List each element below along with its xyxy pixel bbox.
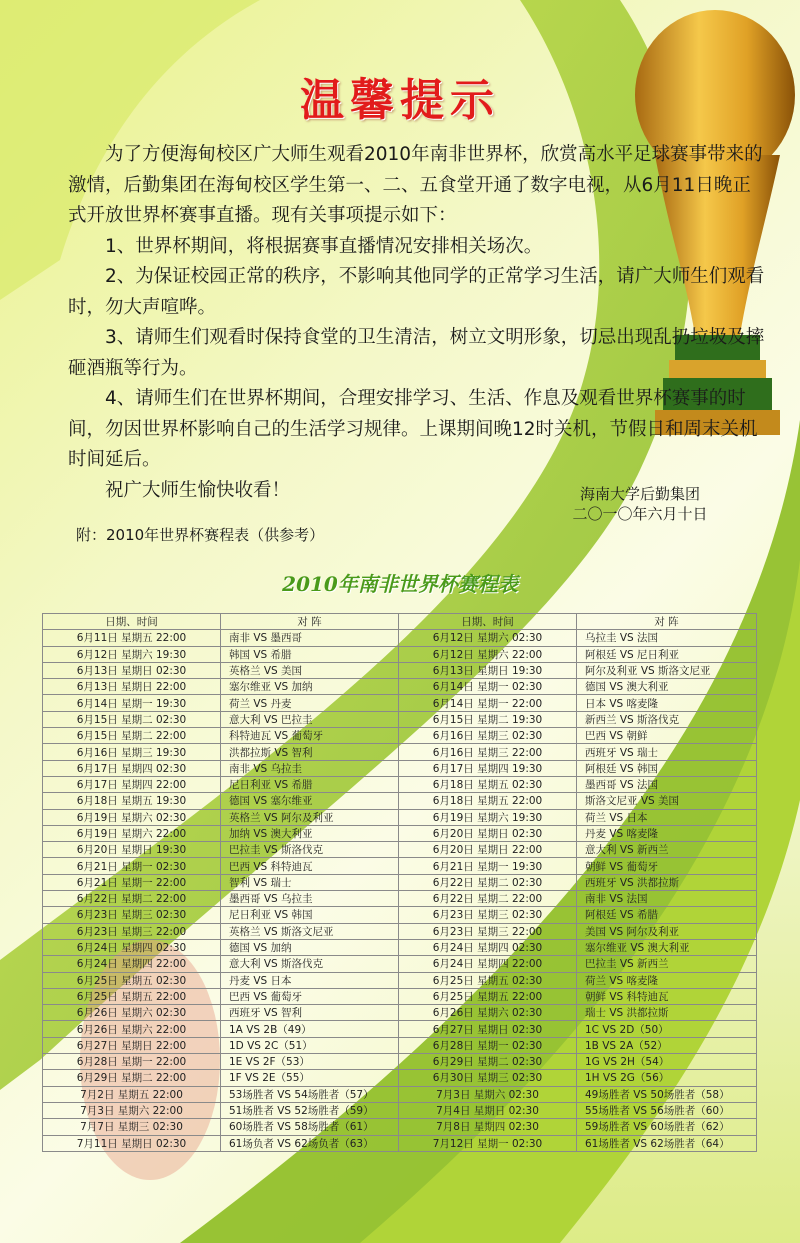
match-datetime: 6月19日 星期六 19:30 bbox=[399, 809, 577, 825]
table-row bbox=[43, 760, 757, 776]
match-teams: 朝鲜 VS 葡萄牙 bbox=[577, 858, 757, 874]
match-teams: 科特迪瓦 VS 葡萄牙 bbox=[221, 728, 399, 744]
match-datetime: 6月20日 星期日 02:30 bbox=[399, 825, 577, 841]
match-teams: 荷兰 VS 喀麦隆 bbox=[577, 972, 757, 988]
match-datetime: 6月28日 星期一 22:00 bbox=[43, 1054, 221, 1070]
match-teams: 墨西哥 VS 法国 bbox=[577, 776, 757, 792]
match-datetime: 6月18日 星期五 02:30 bbox=[399, 776, 577, 792]
match-datetime: 6月14日 星期一 19:30 bbox=[43, 695, 221, 711]
match-datetime: 6月21日 星期一 22:00 bbox=[43, 874, 221, 890]
match-datetime: 6月23日 星期三 02:30 bbox=[399, 907, 577, 923]
match-teams: 51场胜者 VS 52场胜者（59） bbox=[221, 1102, 399, 1118]
match-datetime: 6月28日 星期一 02:30 bbox=[399, 1037, 577, 1053]
table-row bbox=[43, 874, 757, 890]
match-teams: 南非 VS 法国 bbox=[577, 891, 757, 907]
match-teams: 西班牙 VS 瑞士 bbox=[577, 744, 757, 760]
match-datetime: 7月3日 星期六 22:00 bbox=[43, 1102, 221, 1118]
match-teams: 英格兰 VS 阿尔及利亚 bbox=[221, 809, 399, 825]
table-row bbox=[43, 809, 757, 825]
schedule-title: 2010年南非世界杯赛程表 bbox=[282, 572, 518, 596]
match-teams: 南非 VS 墨西哥 bbox=[221, 630, 399, 646]
match-datetime: 6月26日 星期六 02:30 bbox=[43, 1005, 221, 1021]
match-teams: 智利 VS 瑞士 bbox=[221, 874, 399, 890]
table-row bbox=[43, 1135, 757, 1151]
match-teams: 塞尔维亚 VS 加纳 bbox=[221, 679, 399, 695]
table-row bbox=[43, 858, 757, 874]
match-datetime: 7月2日 星期五 22:00 bbox=[43, 1086, 221, 1102]
match-teams: 德国 VS 澳大利亚 bbox=[577, 679, 757, 695]
match-teams: 韩国 VS 希腊 bbox=[221, 646, 399, 662]
header-match: 对 阵 bbox=[577, 614, 757, 630]
match-datetime: 6月13日 星期日 19:30 bbox=[399, 662, 577, 678]
table-row bbox=[43, 923, 757, 939]
match-teams: 巴西 VS 朝鲜 bbox=[577, 728, 757, 744]
notice-item: 4、请师生们在世界杯期间，合理安排学习、生活、作息及观看世界杯赛事的时间，勿因世界杯影响自己的生活学习规律。上课期间晚12时关机，节假日和周末关机时间延后。 bbox=[68, 388, 758, 470]
match-teams: 巴西 VS 葡萄牙 bbox=[221, 988, 399, 1004]
match-datetime: 6月17日 星期四 22:00 bbox=[43, 776, 221, 792]
match-datetime: 6月22日 星期二 02:30 bbox=[399, 874, 577, 890]
match-teams: 1E VS 2F（53） bbox=[221, 1054, 399, 1070]
match-datetime: 6月17日 星期四 02:30 bbox=[43, 760, 221, 776]
match-teams: 1H VS 2G（56） bbox=[577, 1070, 757, 1086]
table-row bbox=[43, 1005, 757, 1021]
notice-closing: 祝广大师生愉快收看！ bbox=[105, 479, 291, 501]
match-teams: 荷兰 VS 日本 bbox=[577, 809, 757, 825]
match-teams: 55场胜者 VS 56场胜者（60） bbox=[577, 1102, 757, 1118]
table-row bbox=[43, 956, 757, 972]
match-teams: 英格兰 VS 斯洛文尼亚 bbox=[221, 923, 399, 939]
match-datetime: 6月12日 星期六 22:00 bbox=[399, 646, 577, 662]
match-teams: 德国 VS 加纳 bbox=[221, 939, 399, 955]
match-teams: 1A VS 2B（49） bbox=[221, 1021, 399, 1037]
table-row bbox=[43, 1021, 757, 1037]
match-teams: 瑞士 VS 洪都拉斯 bbox=[577, 1005, 757, 1021]
signature-date: 二〇一〇年六月十日 bbox=[572, 505, 708, 523]
table-row bbox=[43, 842, 757, 858]
header-match: 对 阵 bbox=[221, 614, 399, 630]
match-teams: 尼日利亚 VS 希腊 bbox=[221, 776, 399, 792]
table-row bbox=[43, 988, 757, 1004]
match-teams: 朝鲜 VS 科特迪瓦 bbox=[577, 988, 757, 1004]
table-row bbox=[43, 662, 757, 678]
match-datetime: 6月15日 星期二 22:00 bbox=[43, 728, 221, 744]
match-teams: 德国 VS 塞尔维亚 bbox=[221, 793, 399, 809]
match-datetime: 6月16日 星期三 19:30 bbox=[43, 744, 221, 760]
match-datetime: 6月19日 星期六 22:00 bbox=[43, 825, 221, 841]
match-datetime: 6月29日 星期二 02:30 bbox=[399, 1054, 577, 1070]
match-datetime: 6月27日 星期日 02:30 bbox=[399, 1021, 577, 1037]
table-row bbox=[43, 1102, 757, 1118]
match-teams: 洪都拉斯 VS 智利 bbox=[221, 744, 399, 760]
table-row bbox=[43, 711, 757, 727]
match-datetime: 6月25日 星期五 22:00 bbox=[43, 988, 221, 1004]
match-teams: 阿根廷 VS 希腊 bbox=[577, 907, 757, 923]
notice-intro: 为了方便海甸校区广大师生观看2010年南非世界杯，欣赏高水平足球赛事带来的激情，后勤集团在海甸校区学生第一、二、五食堂开通了数字电视，从6月11日晚正式开放世界杯赛事直播。现有关事项提示如下： bbox=[68, 144, 763, 226]
match-datetime: 6月30日 星期三 02:30 bbox=[399, 1070, 577, 1086]
schedule-header-row bbox=[43, 614, 757, 630]
match-datetime: 6月17日 星期四 19:30 bbox=[399, 760, 577, 776]
match-datetime: 6月29日 星期二 22:00 bbox=[43, 1070, 221, 1086]
match-teams: 阿根廷 VS 韩国 bbox=[577, 760, 757, 776]
match-datetime: 6月24日 星期四 22:00 bbox=[399, 956, 577, 972]
table-row bbox=[43, 646, 757, 662]
match-teams: 丹麦 VS 日本 bbox=[221, 972, 399, 988]
match-datetime: 6月20日 星期日 22:00 bbox=[399, 842, 577, 858]
table-row bbox=[43, 630, 757, 646]
match-teams: 意大利 VS 巴拉圭 bbox=[221, 711, 399, 727]
table-row bbox=[43, 1086, 757, 1102]
match-teams: 意大利 VS 斯洛伐克 bbox=[221, 956, 399, 972]
match-datetime: 6月20日 星期日 19:30 bbox=[43, 842, 221, 858]
match-teams: 日本 VS 喀麦隆 bbox=[577, 695, 757, 711]
match-teams: 1F VS 2E（55） bbox=[221, 1070, 399, 1086]
match-teams: 60场胜者 VS 58场胜者（61） bbox=[221, 1119, 399, 1135]
table-row bbox=[43, 891, 757, 907]
match-datetime: 6月12日 星期六 02:30 bbox=[399, 630, 577, 646]
table-row bbox=[43, 1054, 757, 1070]
table-row bbox=[43, 825, 757, 841]
page-title: 温馨提示 bbox=[300, 75, 500, 126]
notice-item: 3、请师生们观看时保持食堂的卫生清洁，树立文明形象，切忌出现乱扔垃圾及摔砸酒瓶等行为。 bbox=[68, 327, 765, 379]
notice-item: 1、世界杯期间，将根据赛事直播情况安排相关场次。 bbox=[105, 235, 543, 257]
match-teams: 尼日利亚 VS 韩国 bbox=[221, 907, 399, 923]
match-datetime: 6月15日 星期二 19:30 bbox=[399, 711, 577, 727]
match-datetime: 6月16日 星期三 22:00 bbox=[399, 744, 577, 760]
table-row bbox=[43, 907, 757, 923]
table-row bbox=[43, 695, 757, 711]
match-teams: 荷兰 VS 丹麦 bbox=[221, 695, 399, 711]
match-teams: 塞尔维亚 VS 澳大利亚 bbox=[577, 939, 757, 955]
match-datetime: 6月12日 星期六 19:30 bbox=[43, 646, 221, 662]
match-teams: 49场胜者 VS 50场胜者（58） bbox=[577, 1086, 757, 1102]
schedule-table bbox=[42, 613, 757, 1152]
match-datetime: 7月7日 星期三 02:30 bbox=[43, 1119, 221, 1135]
match-datetime: 6月19日 星期六 02:30 bbox=[43, 809, 221, 825]
table-row bbox=[43, 1037, 757, 1053]
match-datetime: 6月27日 星期日 22:00 bbox=[43, 1037, 221, 1053]
match-datetime: 6月11日 星期五 22:00 bbox=[43, 630, 221, 646]
match-datetime: 6月25日 星期五 02:30 bbox=[399, 972, 577, 988]
match-teams: 英格兰 VS 美国 bbox=[221, 662, 399, 678]
match-datetime: 6月21日 星期一 19:30 bbox=[399, 858, 577, 874]
match-teams: 西班牙 VS 智利 bbox=[221, 1005, 399, 1021]
table-row bbox=[43, 744, 757, 760]
match-teams: 巴拉圭 VS 斯洛伐克 bbox=[221, 842, 399, 858]
match-teams: 加纳 VS 澳大利亚 bbox=[221, 825, 399, 841]
match-datetime: 6月14日 星期一 02:30 bbox=[399, 679, 577, 695]
signature-org: 海南大学后勤集团 bbox=[579, 485, 700, 503]
match-datetime: 6月25日 星期五 22:00 bbox=[399, 988, 577, 1004]
match-teams: 巴西 VS 科特迪瓦 bbox=[221, 858, 399, 874]
match-teams: 南非 VS 乌拉圭 bbox=[221, 760, 399, 776]
match-teams: 1B VS 2A（52） bbox=[577, 1037, 757, 1053]
match-datetime: 6月23日 星期三 22:00 bbox=[43, 923, 221, 939]
match-teams: 美国 VS 阿尔及利亚 bbox=[577, 923, 757, 939]
schedule-rows bbox=[43, 630, 757, 1152]
match-datetime: 6月22日 星期二 22:00 bbox=[43, 891, 221, 907]
match-datetime: 6月22日 星期二 22:00 bbox=[399, 891, 577, 907]
notice-item: 2、为保证校园正常的秩序，不影响其他同学的正常学习生活，请广大师生们观看时，勿大声喧哗。 bbox=[68, 266, 765, 318]
match-teams: 1C VS 2D（50） bbox=[577, 1021, 757, 1037]
table-row bbox=[43, 728, 757, 744]
match-teams: 乌拉圭 VS 法国 bbox=[577, 630, 757, 646]
match-datetime: 6月13日 星期日 02:30 bbox=[43, 662, 221, 678]
match-datetime: 6月16日 星期三 02:30 bbox=[399, 728, 577, 744]
match-datetime: 7月8日 星期四 02:30 bbox=[399, 1119, 577, 1135]
match-datetime: 6月14日 星期一 22:00 bbox=[399, 695, 577, 711]
match-datetime: 7月12日 星期一 02:30 bbox=[399, 1135, 577, 1151]
match-datetime: 6月24日 星期四 02:30 bbox=[43, 939, 221, 955]
match-datetime: 6月18日 星期五 22:00 bbox=[399, 793, 577, 809]
match-teams: 西班牙 VS 洪都拉斯 bbox=[577, 874, 757, 890]
table-row bbox=[43, 972, 757, 988]
match-datetime: 6月26日 星期六 22:00 bbox=[43, 1021, 221, 1037]
match-datetime: 6月23日 星期三 02:30 bbox=[43, 907, 221, 923]
match-teams: 阿根廷 VS 尼日利亚 bbox=[577, 646, 757, 662]
match-teams: 59场胜者 VS 60场胜者（62） bbox=[577, 1119, 757, 1135]
match-datetime: 6月15日 星期二 02:30 bbox=[43, 711, 221, 727]
table-row bbox=[43, 1070, 757, 1086]
table-row bbox=[43, 1119, 757, 1135]
match-datetime: 6月23日 星期三 22:00 bbox=[399, 923, 577, 939]
match-teams: 阿尔及利亚 VS 斯洛文尼亚 bbox=[577, 662, 757, 678]
match-teams: 巴拉圭 VS 新西兰 bbox=[577, 956, 757, 972]
match-teams: 53场胜者 VS 54场胜者（57） bbox=[221, 1086, 399, 1102]
header-datetime: 日期、时间 bbox=[399, 614, 577, 630]
match-datetime: 6月25日 星期五 02:30 bbox=[43, 972, 221, 988]
match-teams: 新西兰 VS 斯洛伐克 bbox=[577, 711, 757, 727]
match-datetime: 6月21日 星期一 02:30 bbox=[43, 858, 221, 874]
notice-body bbox=[68, 140, 768, 506]
header-datetime: 日期、时间 bbox=[43, 614, 221, 630]
match-teams: 1G VS 2H（54） bbox=[577, 1054, 757, 1070]
match-teams: 1D VS 2C（51） bbox=[221, 1037, 399, 1053]
table-row bbox=[43, 776, 757, 792]
match-teams: 意大利 VS 新西兰 bbox=[577, 842, 757, 858]
match-datetime: 6月13日 星期日 22:00 bbox=[43, 679, 221, 695]
match-datetime: 7月3日 星期六 02:30 bbox=[399, 1086, 577, 1102]
match-datetime: 7月4日 星期日 02:30 bbox=[399, 1102, 577, 1118]
signature bbox=[540, 484, 740, 524]
match-datetime: 6月24日 星期四 02:30 bbox=[399, 939, 577, 955]
table-row bbox=[43, 939, 757, 955]
match-datetime: 6月24日 星期四 22:00 bbox=[43, 956, 221, 972]
match-datetime: 6月18日 星期五 19:30 bbox=[43, 793, 221, 809]
match-datetime: 6月26日 星期六 02:30 bbox=[399, 1005, 577, 1021]
table-row bbox=[43, 793, 757, 809]
match-datetime: 7月11日 星期日 02:30 bbox=[43, 1135, 221, 1151]
table-row bbox=[43, 679, 757, 695]
match-teams: 墨西哥 VS 乌拉圭 bbox=[221, 891, 399, 907]
match-teams: 丹麦 VS 喀麦隆 bbox=[577, 825, 757, 841]
appendix-note: 附：2010年世界杯赛程表（供参考） bbox=[76, 526, 325, 544]
match-teams: 61场负者 VS 62场负者（63） bbox=[221, 1135, 399, 1151]
match-teams: 61场胜者 VS 62场胜者（64） bbox=[577, 1135, 757, 1151]
match-teams: 斯洛文尼亚 VS 美国 bbox=[577, 793, 757, 809]
